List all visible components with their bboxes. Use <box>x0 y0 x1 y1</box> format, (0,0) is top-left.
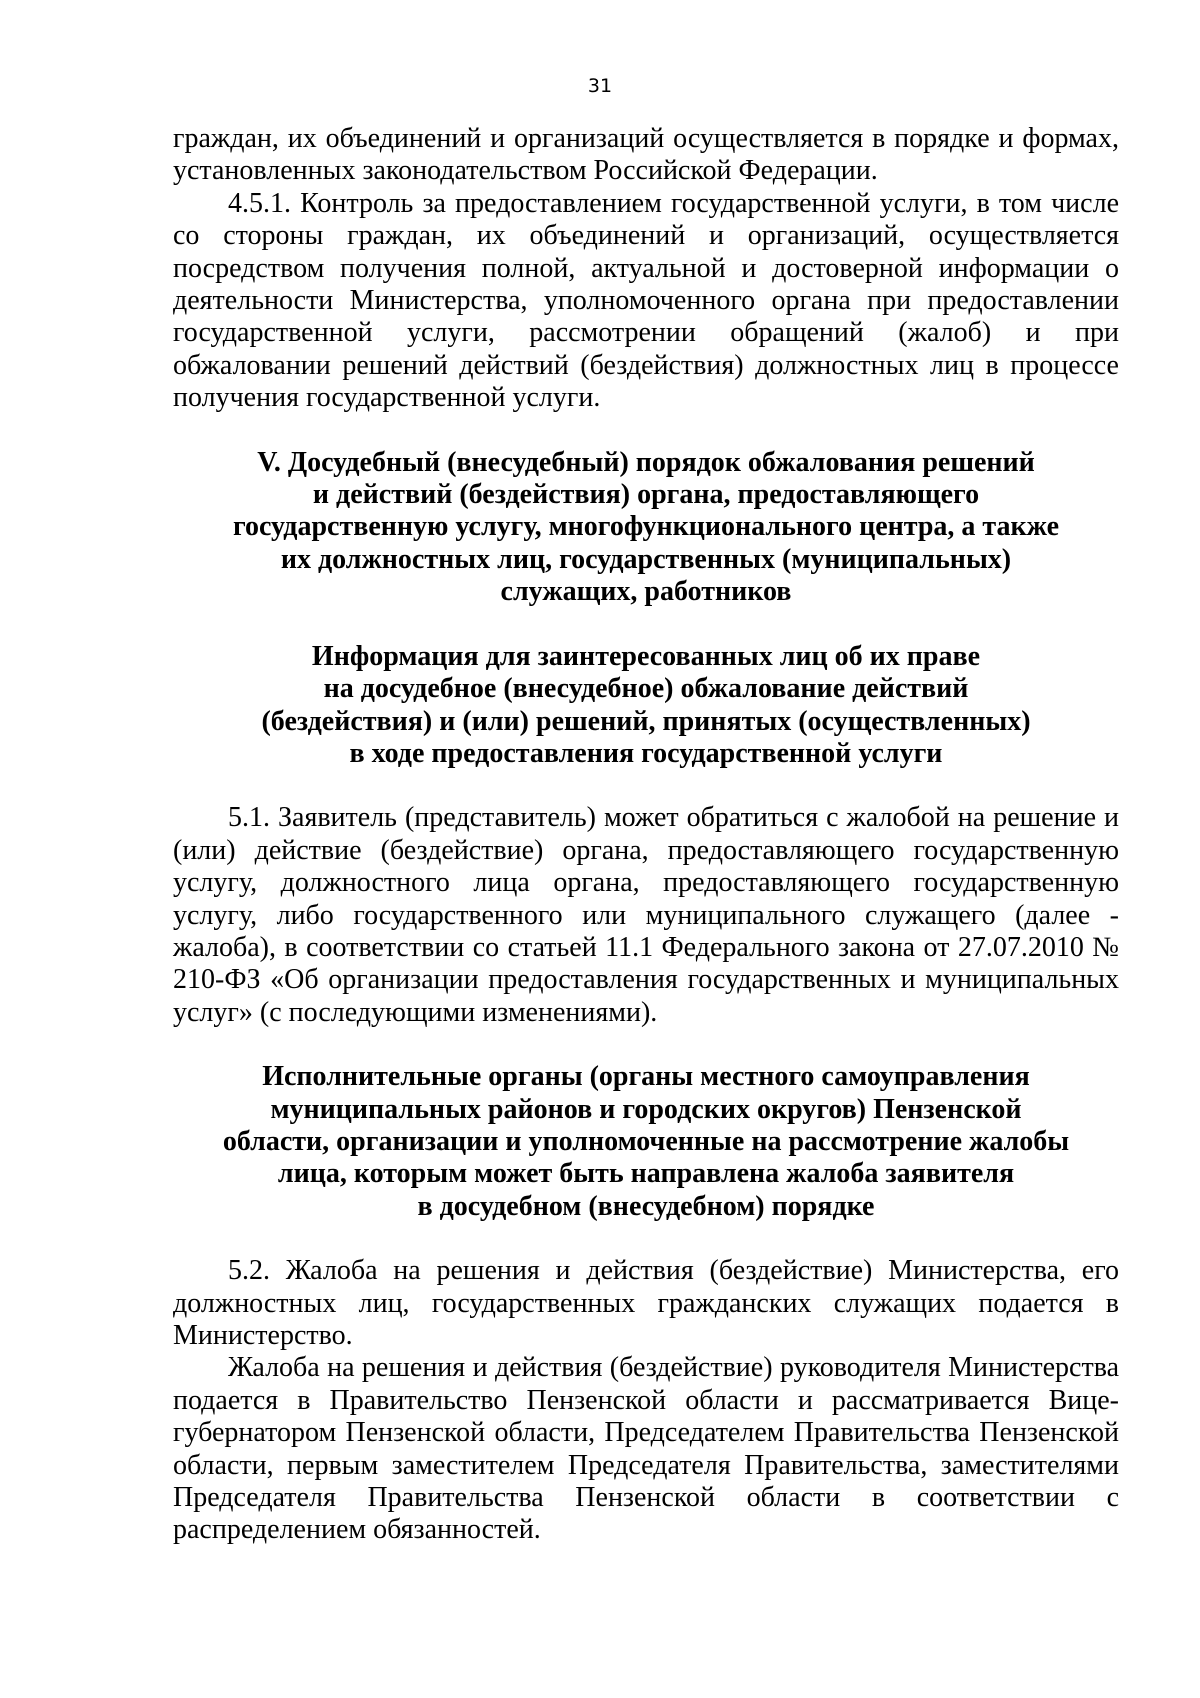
page-number: 31 <box>587 75 613 97</box>
info-heading-line: в ходе предоставления государственной услуги <box>349 737 943 769</box>
document-body <box>173 123 1119 1547</box>
paragraph-4-5-1: 4.5.1. Контроль за предоставлением государственной услуги, в том числе со стороны граждан, их объединений и организаций, осуществляется посредством получения полной, актуальной и достоверной информации о деятельности Министерства, уполномоченного органа при предоставлении государственной услуги, рассмотрении обращений (жалоб) и при обжаловании решений действий (бездействия) должностных лиц в процессе получения государственной услуги. <box>173 187 1119 414</box>
organs-heading-line: Исполнительные органы (органы местного самоуправления <box>262 1061 1030 1093</box>
section-v-heading-line: государственную услугу, многофункционального центра, а также <box>232 511 1060 543</box>
organs-heading-line: муниципальных районов и городских округов) Пензенской <box>270 1093 1022 1125</box>
section-v-heading-line: и действий (бездействия) органа, предоставляющего <box>312 479 980 511</box>
section-v-heading-line: их должностных лиц, государственных (муниципальных) <box>280 543 1012 575</box>
organs-heading-line: лица, которым может быть направлена жалоба заявителя <box>277 1158 1015 1190</box>
info-heading-line: на досудебное (внесудебное) обжалование действий <box>323 673 969 705</box>
info-heading-line: (бездействия) и (или) решений, принятых (осуществленных) <box>261 705 1031 737</box>
section-v-heading-line: V. Досудебный (внесудебный) порядок обжалования решений <box>257 446 1035 478</box>
paragraph-5-1: 5.1. Заявитель (представитель) может обратиться с жалобой на решение и (или) действие (бездействие) органа, предоставляющего государственную услугу, должностного лица органа, предоставляющего государственную услугу, либо государственного или муниципального служащего (далее - жалоба), в соответствии со статьей 11.1 Федерального закона от 27.07.2010 № 210-ФЗ «Об организации предоставления государственных и муниципальных услуг» (с последующими изменениями). <box>173 802 1119 1028</box>
organs-heading <box>173 1061 1119 1223</box>
organs-heading-line: области, организации и уполномоченные на рассмотрение жалобы <box>222 1125 1070 1157</box>
organs-heading-line: в досудебном (внесудебном) порядке <box>417 1190 875 1222</box>
info-heading-line: Информация для заинтересованных лиц об их праве <box>311 640 981 672</box>
paragraph-5-2-head-complaint: Жалоба на решения и действия (бездействие) руководителя Министерства подается в Правительство Пензенской области и рассматривается Вице-губернатором Пензенской области, Председателем Правительства Пензенской области, первым заместителем Председателя Правительства, заместителями Председателя Правительства Пензенской области в соответствии с распределением обязанностей. <box>173 1352 1119 1546</box>
paragraph-control-intro: граждан, их объединений и организаций осуществляется в порядке и формах, установленных законодательством Российской Федерации. <box>173 123 1119 187</box>
section-v-heading <box>173 447 1119 609</box>
info-heading <box>173 641 1119 771</box>
paragraph-5-2: 5.2. Жалоба на решения и действия (бездействие) Министерства, его должностных лиц, государственных гражданских служащих подается в Министерство. <box>173 1255 1119 1351</box>
section-v-heading-line: служащих, работников <box>500 576 792 608</box>
